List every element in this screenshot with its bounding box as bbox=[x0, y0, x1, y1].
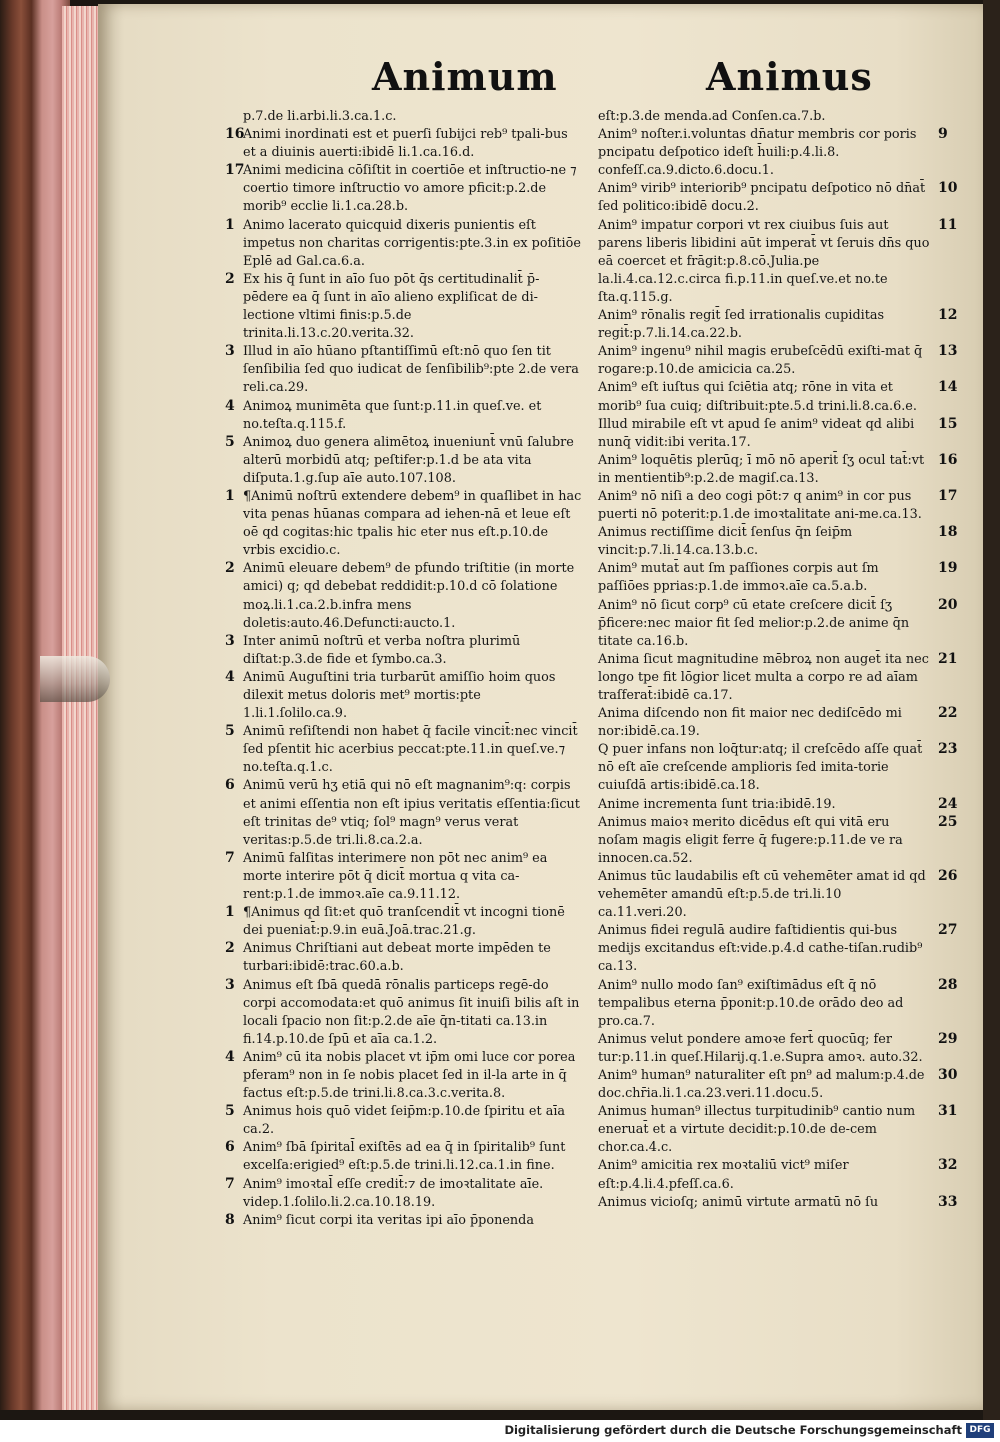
index-entry: Anim⁹ loquētis plerūq; ī mō nō aperit̄ ſʒ ocul tat̄:vt in mentientib⁹:p.2.de magiſ.ca.13. bbox=[598, 452, 925, 486]
entry-number: 30 bbox=[938, 1066, 958, 1083]
index-entry: Animus eſt ſbā quedā rōnalis particeps regē-do corpi accomodata:et quō animus ſit inuiſi bilis aſt in locali ſpacio non ſit:p.2.de aīe q̄n-titati ca.13.in fi.14.p.10.de ſpū et aīa ca.1.2. bbox=[243, 977, 580, 1047]
index-entry: Anim⁹ virib⁹ interiorib⁹ pncipatu deſpotico nō dn̄at̄ ſed politico:ibidē docu.2. bbox=[598, 181, 926, 215]
index-entry: Animū reſiſtendi non habet q̄ facile vincit̄:nec vincit̄ ſed pſentit hic acerbius peccat:pte.11.in queſ.ve.⁊ no.teſta.q.1.c. bbox=[243, 724, 578, 776]
entry-number: 3 bbox=[225, 343, 235, 360]
entry-number: 21 bbox=[938, 650, 958, 667]
right-background-edge bbox=[983, 0, 1000, 1420]
index-entry: Q puer infans non loq̄tur:atq; il creſcēdo aſſe quat̄ nō eſt aīe creſcende amplioris ſed imita-torie cuiuſdā artis:ibidē.ca.18. bbox=[598, 742, 923, 794]
entry-number: 24 bbox=[938, 795, 958, 812]
right-column bbox=[598, 108, 933, 1212]
running-head-left: Animum bbox=[372, 54, 558, 99]
footer-bar bbox=[0, 1420, 1000, 1442]
entry-number: 29 bbox=[938, 1030, 958, 1047]
index-entry: Anim⁹ rōnalis regit̄ ſed irrationalis cupiditas regit̄:p.7.li.14.ca.22.b. bbox=[598, 308, 885, 342]
left-column bbox=[243, 108, 583, 1230]
index-entry: Ex his q̄ ſunt in aīo ſuo pōt q̄s certitudinalit̄ p̄-pēdere ea q̄ ſunt in aīo alieno expliſicat de di-lectione vltimi finis:p.5.de trinita.li.13.c.20.verita.32. bbox=[243, 271, 540, 342]
entry-number: 13 bbox=[938, 343, 958, 360]
entry-number: 28 bbox=[938, 976, 958, 993]
index-entry: Inter animū noſtrū et verba noſtra plurimū diſtat:p.3.de fide et ſymbo.ca.3. bbox=[243, 633, 521, 667]
index-entry: Animoꝝ munimēta que ſunt:p.11.in queſ.ve. et no.teſta.q.115.f. bbox=[243, 398, 542, 432]
index-entry: Anim⁹ eſt iuſtus qui ſciētia atq; rōne in vita et morib⁹ ſua cuiq; diſtribuit:pte.5.d trini.li.8.ca.6.e. bbox=[598, 380, 917, 414]
entry-number: 10 bbox=[938, 180, 958, 197]
index-entry: Anim⁹ noſter.i.voluntas dn̄atur membris cor poris pncipatu deſpotico ideſt h̄uili:p.4.li.8. confeſſ.ca.9.dicto.6.docu.1. bbox=[598, 127, 917, 179]
index-entry: Illud mirabile eſt vt apud ſe anim⁹ videat qd alibi nunq̄ vidit:ibi verita.17. bbox=[598, 416, 915, 450]
entry-number: 1 bbox=[225, 487, 235, 504]
index-entry: Animus hois quō videt ſeip̄m:p.10.de ſpiritu et aīa ca.2. bbox=[243, 1104, 566, 1138]
dfg-logo: DFG bbox=[966, 1423, 994, 1438]
entry-number: 16 bbox=[938, 451, 958, 468]
index-entry: Animus maioꝛ merito dicēdus eſt qui vitā eru noſam magis eligit ferre q̄ fugere:p.11.de ve ra innocen.ca.52. bbox=[598, 814, 903, 866]
index-entry: Anime incrementa ſunt tria:ibidē.19. bbox=[598, 796, 836, 812]
bookmark-tab bbox=[40, 656, 110, 702]
entry-number: 14 bbox=[938, 379, 958, 396]
index-entry: Anim⁹ mutat̄ aut ſm paſſiones corpis aut ſm paſſiōes pprias:p.1.de immoꝛ.aīe ca.5.a.b. bbox=[598, 561, 879, 595]
entry-number: 3 bbox=[225, 976, 235, 993]
entry-number: 2 bbox=[225, 940, 235, 957]
entry-number: 15 bbox=[938, 415, 958, 432]
funding-notice: Digitalisierung gefördert durch die Deutsche Forschungsgemeinschaft bbox=[504, 1423, 962, 1437]
entry-number: 6 bbox=[225, 777, 235, 794]
index-entry: Anim⁹ imoꝛtal̄ eſſe credit̄:⁊ de imoꝛtalitate aīe. videp.1.ſolilo.li.2.ca.10.18.19. bbox=[243, 1176, 544, 1210]
entry-number: 4 bbox=[225, 1048, 235, 1065]
entry-number: 4 bbox=[225, 668, 235, 685]
index-entry: ¶Animū noſtrū extendere debem⁹ in quaſlibet in hac vita penas hūanas compara ad iehen-nā et leue eſt oē qd cogitas:hic tpalis hic eter nus eſt.p.10.de vrbis excidio.c. bbox=[243, 488, 582, 559]
entry-number: 8 bbox=[225, 1211, 235, 1228]
entry-number: 5 bbox=[225, 1103, 235, 1120]
entry-number: 11 bbox=[938, 216, 958, 233]
entry-number: 2 bbox=[225, 560, 235, 577]
page-stack-edge bbox=[62, 6, 102, 1410]
index-entry: Anim⁹ amicitia rex moꝛtaliū vict⁹ miſer eſt:p.4.li.4.pfeſſ.ca.6. bbox=[598, 1158, 849, 1192]
entry-number: 5 bbox=[225, 723, 235, 740]
entry-number: 31 bbox=[938, 1103, 958, 1120]
index-entry: Animū falſitas interimere non pōt nec anim⁹ ea morte interire pōt q̄ dicit̄ mortua q vita ca-rent:p.1.de immoꝛ.aīe ca.9.11.12. bbox=[243, 850, 548, 903]
index-entry: Animū eleuare debem⁹ de pfundo triſtitie (in morte amici) q; qd debebat reddidit:p.10.d cō ſolatione moꝝ.li.1.ca.2.b.infra mens doletis:auto.46.Defuncti:aucto.1. bbox=[243, 561, 575, 631]
entry-number: 25 bbox=[938, 813, 958, 830]
entry-number: 17 bbox=[225, 162, 245, 179]
entry-number: 7 bbox=[225, 849, 235, 866]
index-entry: Anim⁹ cū ita nobis placet vt ip̄m omi luce cor porea pferam⁹ non in ſe nobis placet ſed in il-la arte in q̄ factus eſt:p.5.de trini.li.8.ca.3.c.verita.8. bbox=[243, 1049, 576, 1102]
index-entry: Animus fidei regulā audire faſtidientis qui-bus medijs excitandus eſt:vide.p.4.d cathe-tiſan.rudib⁹ ca.13. bbox=[598, 923, 923, 975]
index-entry: Animus velut pondere amoꝛe fert̄ quocūq; fer tur:p.11.in queſ.Hilarij.q.1.e.Supra amoꝛ. auto.32. bbox=[598, 1031, 923, 1065]
index-entry: Animus Chriſtiani aut debeat morte impēden te turbari:ibidē:trac.60.a.b. bbox=[243, 941, 551, 975]
index-entry: Animus rectiſſime dicit̄ ſenſus q̄n ſeip̄m vincit:p.7.li.14.ca.13.b.c. bbox=[598, 525, 853, 559]
index-entry: Animus human⁹ illectus turpitudinib⁹ cantio num eneruat̄ et a virtute decidit:p.10.de de-cem chor.ca.4.c. bbox=[598, 1104, 916, 1156]
index-entry: Animo lacerato quicquid dixeris punientis eſt impetus non charitas corrigentis:pte.3.in ex poſitiōe Eplē ad Gal.ca.6.a. bbox=[243, 217, 581, 269]
index-entry: Anima ſicut magnitudine mēbroꝝ non auget̄ ita nec longo tpe fit lōgior licet multa a corpo re ad aīam traſferat̄:ibidē ca.17. bbox=[598, 651, 929, 703]
entry-number: 26 bbox=[938, 867, 958, 884]
entry-number: 33 bbox=[938, 1193, 958, 1210]
entry-number: 7 bbox=[225, 1175, 235, 1192]
entry-number: 6 bbox=[225, 1139, 235, 1156]
index-entry: Anim⁹ ſbā ſpirital̄ exiſtēs ad ea q̄ in ſpiritalib⁹ ſunt excelſa:erigied⁹ eſt:p.5.de trini.li.12.ca.1.in fine. bbox=[243, 1140, 566, 1174]
book-spine-edge bbox=[0, 0, 70, 1410]
entry-number: 1 bbox=[225, 216, 235, 233]
index-entry: Animoꝝ duo genera alimētoꝝ inueniunt̄ vnū ſalubre alterū morbidū atq; peſtifer:p.1.d be ata vita diſputa.1.g.ſup aīe auto.107.108. bbox=[243, 434, 574, 486]
entry-number: 22 bbox=[938, 705, 958, 722]
entry-number: 9 bbox=[938, 126, 948, 143]
entry-number: 17 bbox=[938, 487, 958, 504]
index-entry: ¶Animus qd ſit:et quō tranſcendit̄ vt incogni tionē dei pueniat̄:p.9.in euā.Joā.trac.21.g. bbox=[243, 905, 565, 939]
entry-number: 18 bbox=[938, 524, 958, 541]
entry-number: 32 bbox=[938, 1157, 958, 1174]
entry-number: 2 bbox=[225, 270, 235, 287]
index-entry: Animus vicioſq; animū virtute armatū nō ſu bbox=[598, 1194, 879, 1210]
index-entry: Anim⁹ nō niſi a deo cogi pōt:⁊ q anim⁹ in cor pus puerti nō poterit:p.1.de imoꝛtalitate ani-me.ca.13. bbox=[598, 488, 922, 523]
entry-number: 27 bbox=[938, 922, 958, 939]
index-entry: Anima diſcendo non fit maior nec dediſcēdo mi nor:ibidē.ca.19. bbox=[598, 706, 902, 740]
index-entry: Animū Auguſtini tria turbarūt amiſſio hoim quos dilexit metus doloris met⁹ mortis:pte 1.li.1.ſolilo.ca.9. bbox=[243, 669, 556, 722]
entry-number: 16 bbox=[225, 126, 245, 143]
running-head-right: Animus bbox=[706, 54, 873, 99]
entry-number: 20 bbox=[938, 596, 958, 613]
index-entry: Anim⁹ human⁹ naturaliter eſt pn⁹ ad malum:p.4.de doc.chr̄ia.li.1.ca.23.veri.11.docu.5. bbox=[598, 1067, 925, 1102]
entry-number: 23 bbox=[938, 741, 958, 758]
index-entry: Illud in aīo hūano pſtantiſſimū eſt:nō quo ſen tit ſenſibilia ſed quo iudicat de ſenſibilib⁹:pte 2.de vera reli.ca.29. bbox=[243, 344, 579, 396]
entry-number: 1 bbox=[225, 904, 235, 921]
index-entry: Anim⁹ ſicut corpi ita veritas ipi aīo p̄ponenda bbox=[243, 1212, 534, 1228]
index-entry: Animi inordinati est et puerſi ſubijci reb⁹ tpali-bus et a diuinis auerti:ibidē li.1.ca.16.d. bbox=[243, 127, 568, 161]
entry-number: 19 bbox=[938, 560, 958, 577]
index-entry: p.7.de li.arbi.li.3.ca.1.c. bbox=[243, 109, 397, 124]
entry-number: 3 bbox=[225, 632, 235, 649]
entry-number: 5 bbox=[225, 433, 235, 450]
index-entry: Anim⁹ impatur corpori vt rex ciuibus ſuis aut parens liberis libidini aūt imperat̄ vt ſeruis dn̄s quo eā coercet et frāgit:p.8.cō.Julia.pe la.li.4.ca.12.c.circa fi.p.11.in queſ.ve.et no.te ſta.q.115.g. bbox=[598, 217, 930, 305]
index-entry: Animus tūc laudabilis eſt cū vehemēter amat id qd vehemēter amandū eſt:p.5.de tri.li.10 ca.11.veri.20. bbox=[598, 868, 926, 921]
entry-number: 4 bbox=[225, 397, 235, 414]
index-entry: Animū verū hʒ etiā qui nō eſt magnanim⁹:q: corpis et animi eſſentia non eſt ipius veritatis eſſentia:ſicut eſt trinitas de⁹ vtiq; ſol⁹ magn⁹ verus verat veritas:p.5.de tri.li.8.ca.2.a. bbox=[243, 778, 580, 848]
index-entry: eſt:p.3.de menda.ad Conſen.ca.7.b. bbox=[598, 109, 826, 124]
index-entry: Anim⁹ nullo modo ſan⁹ exiſtimādus eſt q̄ nō tempalibus eterna p̄ponit:p.10.de orādo deo ad pro.ca.7. bbox=[598, 977, 904, 1029]
index-entry: Animi medicina cōſiſtit in coertiōe et inſtructio-ne ⁊ coertio timore inſtructio vo amore pficit:p.2.de morib⁹ ecclie li.1.ca.28.b. bbox=[243, 163, 577, 215]
index-entry: Anim⁹ nō ſicut corp⁹ cū etate creſcere dicit̄ ſʒ p̄ficere:nec maior fit ſed melior:p.2.de anime q̄n titate ca.16.b. bbox=[598, 597, 910, 649]
index-entry: Anim⁹ ingenu⁹ nihil magis erubeſcēdū exiſti-mat q̄ rogare:p.10.de amicicia ca.25. bbox=[598, 344, 923, 378]
entry-number: 12 bbox=[938, 307, 958, 324]
